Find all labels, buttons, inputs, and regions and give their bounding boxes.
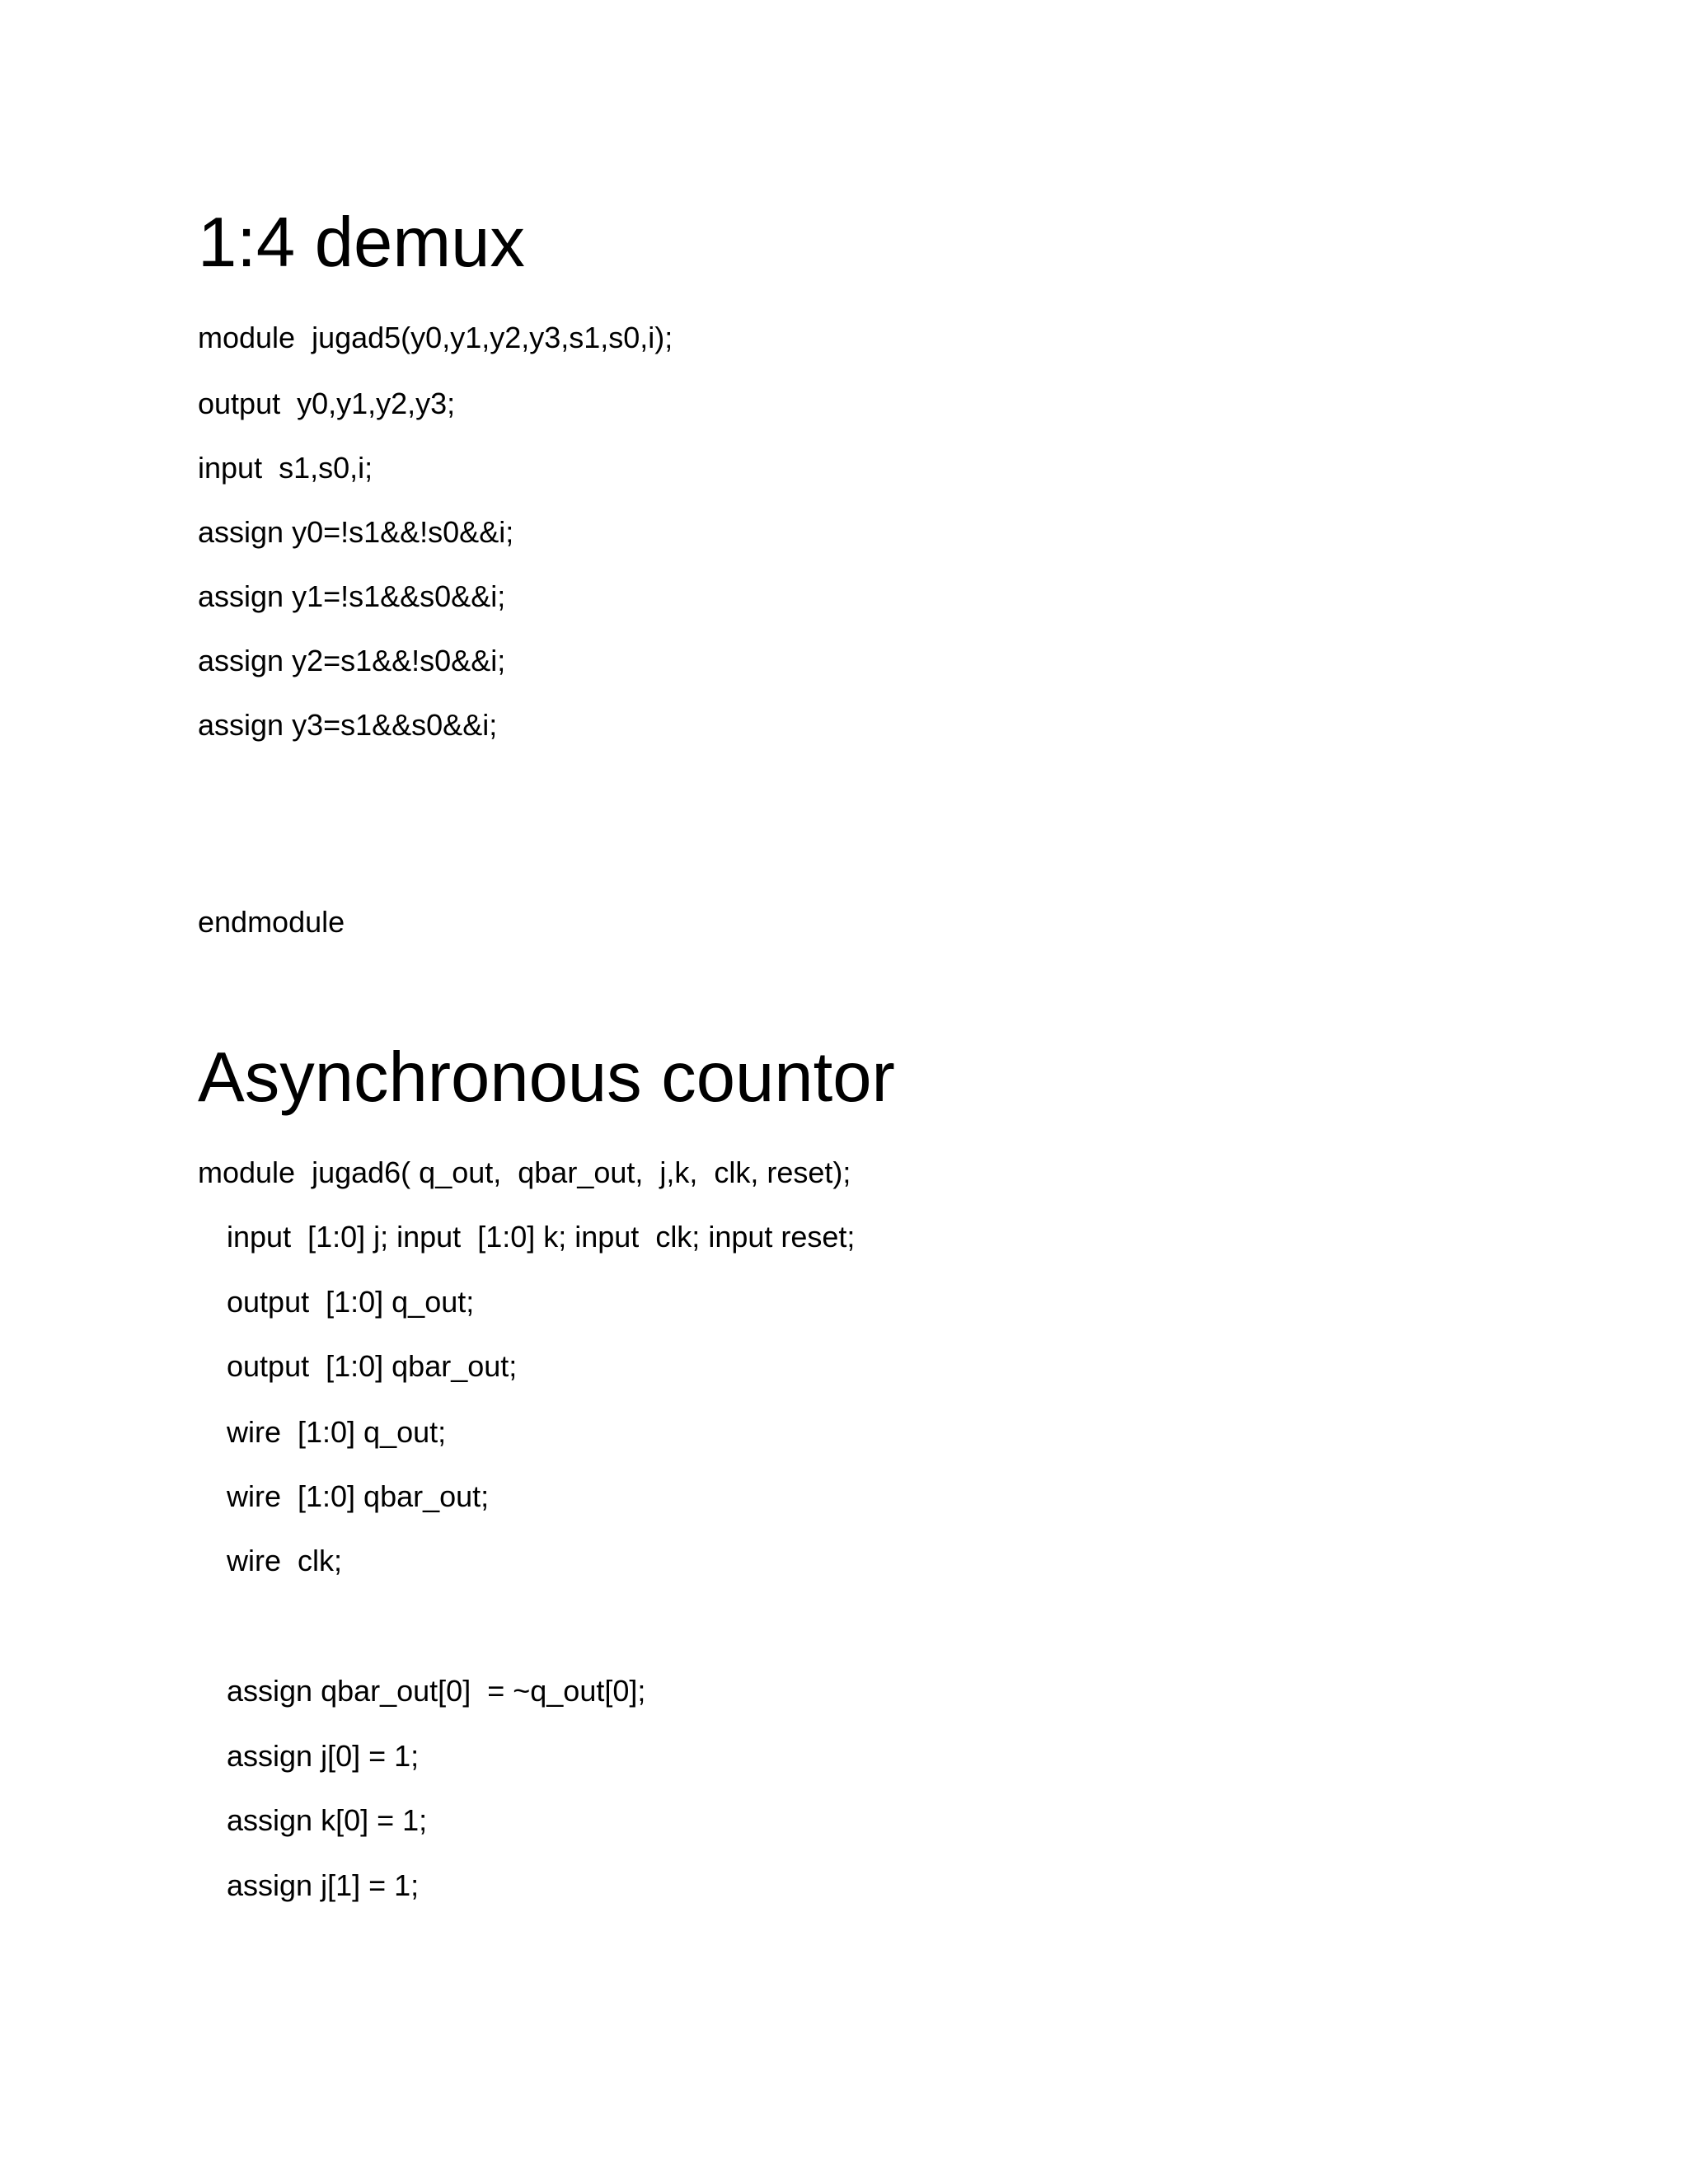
code-line: assign y2=s1&&!s0&&i; xyxy=(198,644,506,677)
code-line: assign k[0] = 1; xyxy=(227,1803,428,1837)
code-line: assign y1=!s1&&s0&&i; xyxy=(198,579,506,613)
code-line: assign j[0] = 1; xyxy=(227,1739,420,1773)
code-line-endmodule: endmodule xyxy=(198,905,345,939)
code-line: output [1:0] q_out; xyxy=(227,1285,475,1319)
code-line: assign j[1] = 1; xyxy=(227,1868,420,1902)
code-line: input s1,s0,i; xyxy=(198,451,373,485)
code-line: output [1:0] qbar_out; xyxy=(227,1349,518,1383)
code-line: module jugad5(y0,y1,y2,y3,s1,s0,i); xyxy=(198,321,673,354)
section-heading-demux: 1:4 demux xyxy=(198,204,525,282)
code-line: input [1:0] j; input [1:0] k; input clk; input reset; xyxy=(227,1220,856,1254)
code-line: wire [1:0] qbar_out; xyxy=(227,1479,490,1513)
code-line: wire clk; xyxy=(227,1544,343,1577)
code-line: wire [1:0] q_out; xyxy=(227,1415,447,1449)
code-line: assign y0=!s1&&!s0&&i; xyxy=(198,515,514,549)
code-line: assign y3=s1&&s0&&i; xyxy=(198,708,498,742)
section-heading-async-counter: Asynchronous countor xyxy=(198,1038,895,1117)
code-line: module jugad6( q_out, qbar_out, j,k, clk, reset); xyxy=(198,1155,851,1189)
code-line: output y0,y1,y2,y3; xyxy=(198,387,456,420)
code-line: assign qbar_out[0] = ~q_out[0]; xyxy=(227,1674,646,1708)
